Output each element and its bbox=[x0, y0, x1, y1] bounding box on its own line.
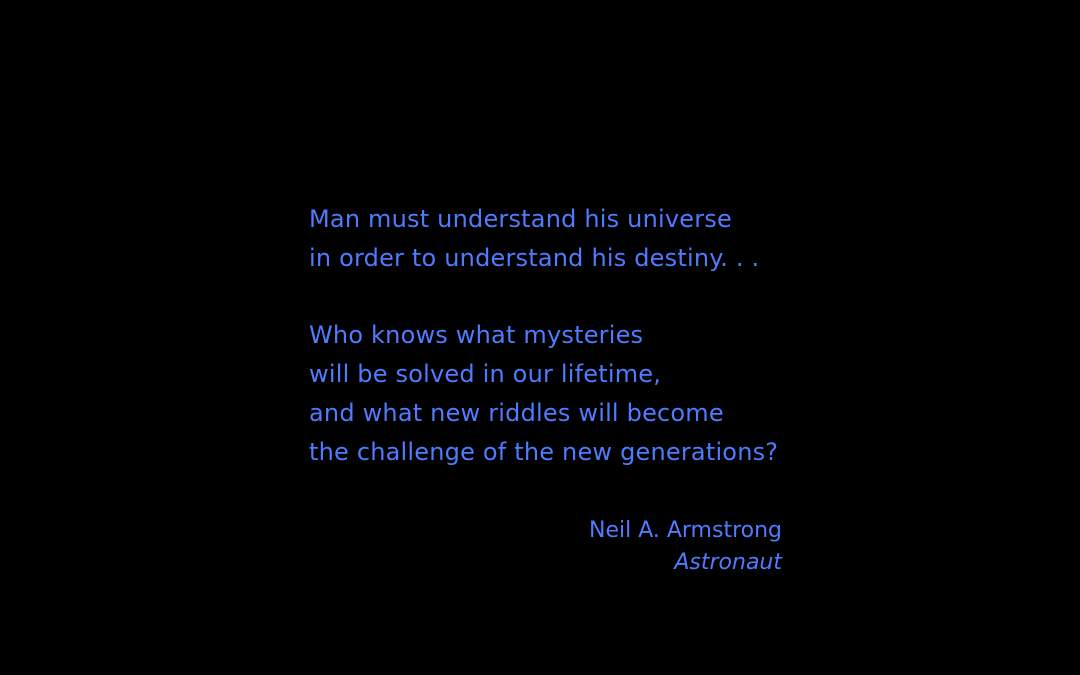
quote-line: the challenge of the new generations? bbox=[309, 438, 779, 466]
quote-line: Man must understand his universe bbox=[309, 205, 732, 233]
quote-line: Who knows what mysteries bbox=[309, 321, 644, 349]
attribution bbox=[520, 515, 782, 579]
stanza-gap bbox=[309, 278, 829, 316]
quote-line: in order to understand his destiny. . . bbox=[309, 244, 760, 272]
quote-line: and what new riddles will become bbox=[309, 399, 724, 427]
attribution-title: Astronaut bbox=[674, 550, 782, 575]
quote-line: will be solved in our lifetime, bbox=[309, 360, 662, 388]
quote-block bbox=[309, 200, 829, 472]
attribution-name: Neil A. Armstrong bbox=[588, 518, 782, 543]
